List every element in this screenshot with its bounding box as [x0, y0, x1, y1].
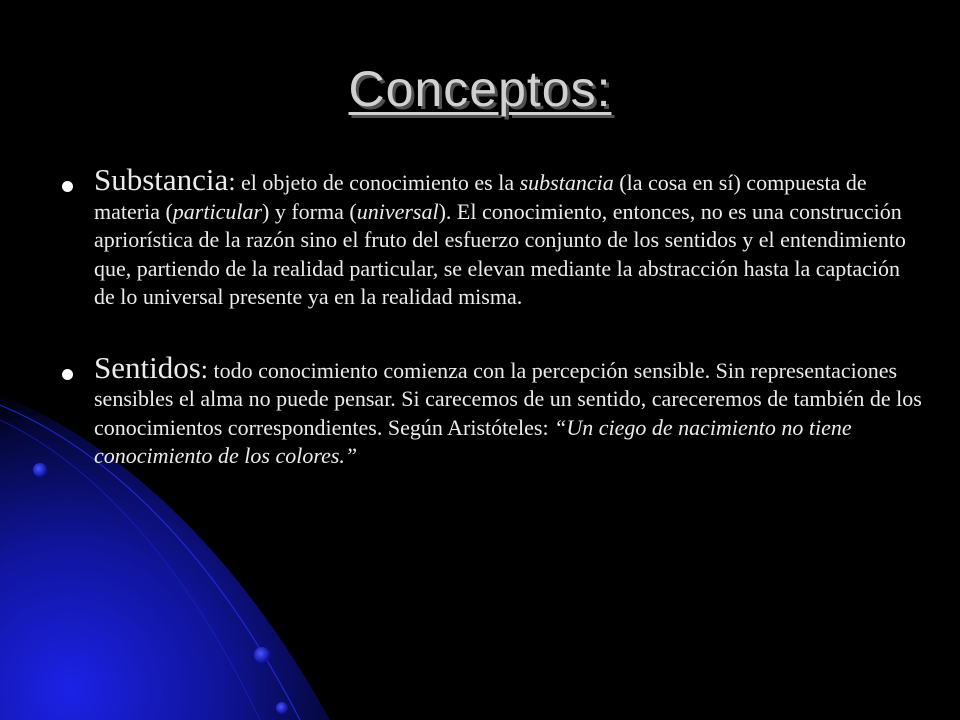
bullet-text [94, 162, 922, 312]
orb-medium [254, 647, 270, 663]
text-segment: ) y forma ( [262, 198, 357, 224]
term-colon: : [200, 354, 209, 384]
text-segment: ). El conocimiento, entonces, no es una construcción apriorística de la razón sino el fruto del esfuerzo conjunto de los sentidos y el entendimiento que, partiendo de la realidad particular, se elevan mediante la abstracción hasta la captación de lo universal presente ya en la realidad misma. [94, 198, 906, 309]
italic-term: particular [172, 198, 263, 224]
italic-term: universal [356, 198, 439, 224]
text-segment: todo conocimiento comienza con la percepción sensible. Sin representaciones sensibles el alma no puede pensar. Si carecemos de un sentido, careceremos de también de los conocimientos correspondientes. Según Aristóteles: [94, 357, 922, 440]
bullet-sentidos [62, 349, 922, 471]
slide-title: Conceptos: [348, 61, 612, 117]
bullet-substancia [62, 162, 922, 312]
term-substancia: Substancia [94, 162, 229, 197]
text-segment: (la cosa en sí) compuesta de materia ( [94, 170, 867, 224]
bullet-list [62, 162, 922, 513]
italic-term: substancia [519, 170, 614, 195]
term-sentidos: Sentidos [94, 349, 201, 385]
bullet-text [94, 349, 922, 471]
bullet-dot-icon [62, 181, 73, 192]
orb-small [33, 463, 47, 477]
term-colon: : [228, 167, 236, 196]
aristotle-quote: “Un ciego de nacimiento no tiene conocimiento de los colores.” [94, 414, 852, 468]
orb-bottom [276, 702, 288, 714]
text-segment: el objeto de conocimiento es la [235, 170, 520, 195]
bullet-dot-icon [62, 369, 73, 380]
